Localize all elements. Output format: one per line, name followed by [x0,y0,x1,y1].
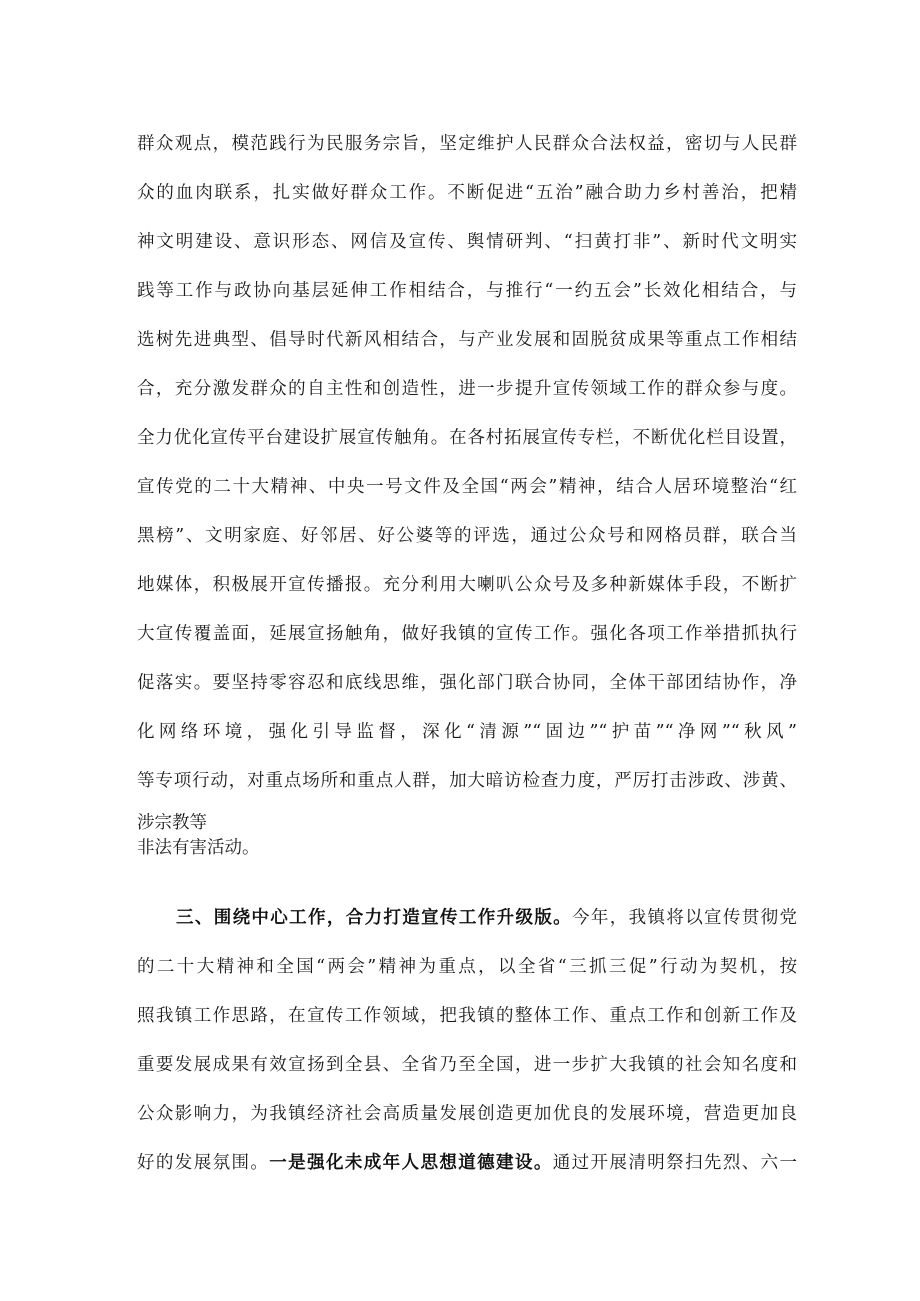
paragraph-line: 神文明建设、意识形态、网信及宣传、舆情研判、“扫黄打非”、新时代文明实 [137,232,797,252]
paragraph-line: 重要发展成果有效宣扬到全县、全省乃至全国，进一步扩大我镇的社会知名度和 [137,1055,797,1075]
paragraph-line: 照我镇工作思路，在宣传工作领域，把我镇的整体工作、重点工作和创新工作及 [137,1006,797,1026]
paragraph-line: 等专项行动，对重点场所和重点人群，加大暗访检查力度，严厉打击涉政、涉黄、 [137,771,797,791]
paragraph-line: 践等工作与政协向基层延伸工作相结合，与推行“一约五会”长效化相结合，与 [137,281,797,301]
paragraph-line: 公众影响力，为我镇经济社会高质量发展创造更加优良的发展环境，营造更加良 [137,1104,797,1124]
paragraph-line: 促落实。要坚持零容忍和底线思维，强化部门联合协同，全体干部团结协作，净 [137,673,797,693]
line-end: 通过开展清明祭扫先烈、六一 [552,1153,797,1173]
paragraph-line: 全力优化宣传平台建设扩展宣传触角。在各村拓展宣传专栏，不断优化栏目设置， [137,428,797,448]
bold-subheading: 一是强化未成年人思想道德建设。 [269,1153,553,1173]
paragraph-line: 黑榜”、文明家庭、好邻居、好公婆等的评选，通过公众号和网格员群，联合当 [137,526,797,546]
paragraph-line: 宣传党的二十大精神、中央一号文件及全国“两会”精神，结合人居环境整治“红 [137,477,797,497]
paragraph-line: 涉宗教等 [137,813,207,833]
paragraph-line: 地媒体，积极展开宣传播报。充分利用大喇叭公众号及多种新媒体手段，不断扩 [137,575,797,595]
section-heading: 三、围绕中心工作，合力打造宣传工作升级版。 [176,908,573,928]
paragraph-line: 群众观点，模范践行为民服务宗旨，坚定维护人民群众合法权益，密切与人民群 [137,134,797,154]
section-heading-tail: 今年，我镇将以宣传贯彻党 [572,908,797,928]
paragraph-line: 化网络环境，强化引导监督，深化“清源”“固边”“护苗”“净网”“秋风” [137,722,797,742]
line-start: 好的发展氛围。 [137,1153,270,1173]
paragraph-line: 众的血肉联系，扎实做好群众工作。不断促进“五治”融合助力乡村善治，把精 [137,183,797,203]
paragraph-line: 大宣传覆盖面，延展宣扬触角，做好我镇的宣传工作。强化各项工作举措抓执行 [137,624,797,644]
paragraph-line: 选树先进典型、倡导时代新风相结合，与产业发展和固脱贫成果等重点工作相结 [137,330,797,350]
paragraph-line [137,1152,797,1174]
section-heading-line [176,907,797,929]
paragraph-line: 的二十大精神和全国“两会”精神为重点，以全省“三抓三促”行动为契机，按 [137,957,797,977]
paragraph-line: 合，充分激发群众的自主性和创造性，进一步提升宣传领域工作的群众参与度。 [137,379,797,399]
paragraph-line: 非法有害活动。 [137,838,260,858]
